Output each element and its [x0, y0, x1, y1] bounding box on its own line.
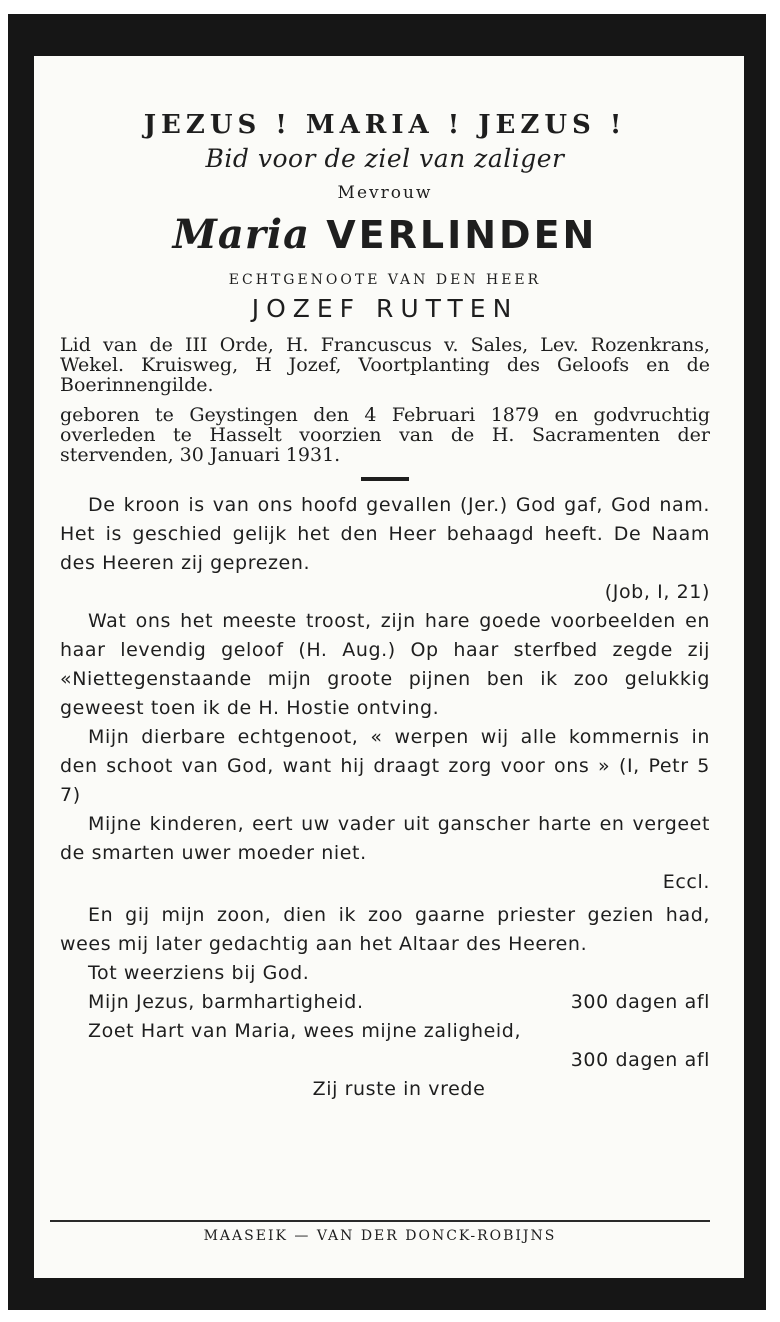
- first-name: Maria: [172, 211, 311, 258]
- divider: [361, 477, 409, 481]
- spouse-label: ECHTGENOOTE VAN DEN HEER: [228, 272, 542, 288]
- card-content: [60, 110, 710, 1104]
- honorific: Mevrouw: [337, 183, 433, 203]
- last-name: VERLINDEN: [326, 213, 598, 257]
- paragraph-5: En gij mijn zoon, dien ik zoo gaarne priester gezien had, wees mij later gedachtig aan het Altaar des Heeren.: [60, 904, 710, 955]
- paragraph-1: De kroon is van ons hoofd gevallen (Jer.) God gaf, God nam. Het is geschied gelijk het den Heer behaagd heeft. De Naam des Heeren zij geprezen.: [60, 494, 710, 574]
- prayer-line: Bid voor de ziel van zaliger: [205, 144, 565, 173]
- closing-line-2: [60, 988, 710, 1017]
- closing-line-3: Zoet Hart van Maria, wees mijne zaligheid,: [88, 1020, 522, 1042]
- birth-death-text: geboren te Geystingen den 4 Februari 1879 en godvruchtig overleden te Hasselt voorzien van de H. Sacramenten der stervenden, 30 Januari 1931.: [60, 404, 710, 466]
- printer-credit: MAASEIK — VAN DER DONCK-ROBIJNS: [203, 1228, 557, 1244]
- closing-line-4: Zij ruste in vrede: [312, 1078, 486, 1100]
- deceased-name: [60, 211, 710, 258]
- closing-line-2-text: Mijn Jezus, barmhartigheid.: [88, 991, 364, 1013]
- paragraph-2: Wat ons het meeste troost, zijn hare goede voorbeelden en haar levendig geloof (H. Aug.) Op haar sterfbed zegde zij «Niettegenstaande mijn groote pijnen ben ik zoo gelukkig geweest toen ik de H. Hostie ontving.: [60, 610, 710, 719]
- closing-line-1: Tot weerziens bij God.: [88, 962, 310, 984]
- memberships-text: Lid van de III Orde, H. Francuscus v. Sales, Lev. Rozenkrans, Wekel. Kruisweg, H Jozef, Voortplanting des Geloofs en de Boerinnengilde.: [60, 334, 710, 396]
- closing-line-3-indulgence: 300 dagen afl: [570, 1049, 710, 1071]
- spouse-name: JOZEF RUTTEN: [251, 294, 519, 323]
- paragraph-3: Mijn dierbare echtgenoot, « werpen wij alle kommernis in den schoot van God, want hij draagt zorg voor ons » (I, Petr 5 7): [60, 726, 710, 806]
- paragraph-1-reference: (Job, I, 21): [604, 581, 710, 603]
- closing-line-2-indulgence: 300 dagen afl: [570, 991, 710, 1013]
- paragraph-4-reference: Eccl.: [662, 871, 710, 893]
- invocation: JEZUS ! MARIA ! JEZUS !: [143, 110, 627, 140]
- paragraph-4: Mijne kinderen, eert uw vader uit ganscher harte en vergeet de smarten uwer moeder niet.: [60, 813, 710, 864]
- footer-rule: [50, 1220, 710, 1222]
